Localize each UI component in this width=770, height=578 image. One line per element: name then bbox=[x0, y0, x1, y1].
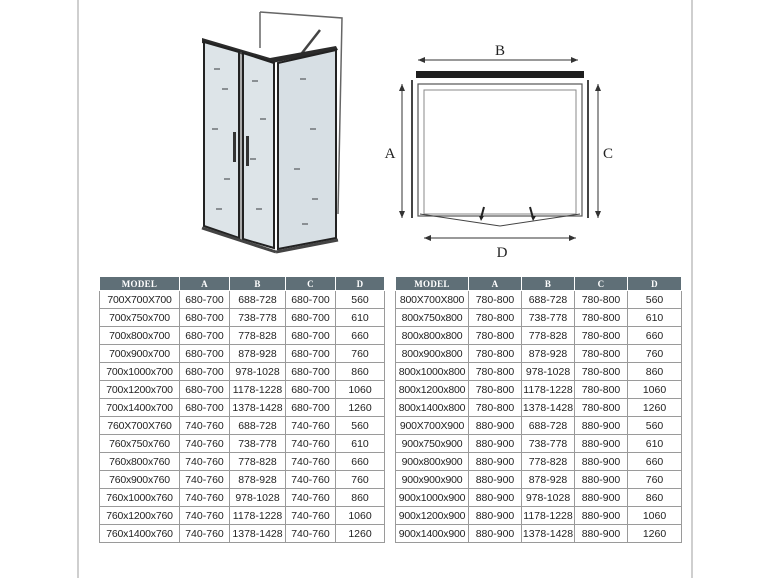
cell-d: 1260 bbox=[336, 525, 385, 543]
table-row bbox=[100, 345, 385, 363]
cell-d: 560 bbox=[336, 417, 385, 435]
cell-model: 800x1200x800 bbox=[396, 381, 469, 399]
cell-model: 700x1400x700 bbox=[100, 399, 180, 417]
table-header-row bbox=[396, 277, 682, 291]
label-c: C bbox=[602, 146, 614, 162]
cell-b: 778-828 bbox=[522, 327, 575, 345]
cell-a: 880-900 bbox=[469, 435, 522, 453]
cell-c: 680-700 bbox=[286, 327, 336, 345]
cell-a: 780-800 bbox=[469, 291, 522, 309]
cell-d: 610 bbox=[336, 309, 385, 327]
cell-b: 878-928 bbox=[522, 345, 575, 363]
cell-b: 688-728 bbox=[522, 291, 575, 309]
table-row bbox=[100, 327, 385, 345]
cell-b: 1178-1228 bbox=[522, 381, 575, 399]
cell-model: 700x750x700 bbox=[100, 309, 180, 327]
cell-a: 740-760 bbox=[180, 435, 230, 453]
cell-d: 1260 bbox=[628, 525, 682, 543]
cell-a: 680-700 bbox=[180, 381, 230, 399]
cell-d: 560 bbox=[628, 291, 682, 309]
cell-b: 738-778 bbox=[230, 309, 286, 327]
label-b: B bbox=[494, 43, 506, 59]
table-row bbox=[396, 381, 682, 399]
cell-a: 680-700 bbox=[180, 327, 230, 345]
cell-model: 700X700X700 bbox=[100, 291, 180, 309]
shower-enclosure-illustration bbox=[190, 8, 350, 258]
cell-c: 740-760 bbox=[286, 489, 336, 507]
table-row bbox=[100, 489, 385, 507]
cell-b: 738-778 bbox=[230, 435, 286, 453]
cell-d: 1260 bbox=[628, 399, 682, 417]
cell-model: 800x1400x800 bbox=[396, 399, 469, 417]
cell-d: 860 bbox=[336, 363, 385, 381]
cell-b: 1378-1428 bbox=[522, 525, 575, 543]
header-model: MODEL bbox=[396, 277, 469, 291]
header-model: MODEL bbox=[100, 277, 180, 291]
cell-c: 780-800 bbox=[575, 363, 628, 381]
cell-c: 680-700 bbox=[286, 399, 336, 417]
cell-model: 800X700X800 bbox=[396, 291, 469, 309]
cell-c: 780-800 bbox=[575, 381, 628, 399]
cell-a: 740-760 bbox=[180, 417, 230, 435]
cell-b: 1378-1428 bbox=[230, 525, 286, 543]
cell-c: 680-700 bbox=[286, 381, 336, 399]
cell-a: 880-900 bbox=[469, 525, 522, 543]
cell-a: 880-900 bbox=[469, 417, 522, 435]
cell-model: 800x1000x800 bbox=[396, 363, 469, 381]
header-d: D bbox=[628, 277, 682, 291]
table-row bbox=[396, 309, 682, 327]
label-d: D bbox=[496, 245, 508, 261]
cell-b: 688-728 bbox=[522, 417, 575, 435]
cell-c: 740-760 bbox=[286, 435, 336, 453]
cell-d: 660 bbox=[336, 453, 385, 471]
cell-a: 780-800 bbox=[469, 399, 522, 417]
table-row bbox=[396, 345, 682, 363]
cell-c: 780-800 bbox=[575, 345, 628, 363]
cell-d: 660 bbox=[336, 327, 385, 345]
cell-b: 978-1028 bbox=[522, 363, 575, 381]
frame-border-left bbox=[77, 0, 79, 578]
cell-a: 740-760 bbox=[180, 471, 230, 489]
cell-model: 760x800x760 bbox=[100, 453, 180, 471]
cell-c: 740-760 bbox=[286, 471, 336, 489]
table-row bbox=[100, 453, 385, 471]
cell-a: 740-760 bbox=[180, 489, 230, 507]
table-row bbox=[396, 435, 682, 453]
header-a: A bbox=[469, 277, 522, 291]
frame-border-right bbox=[691, 0, 693, 578]
cell-d: 610 bbox=[628, 435, 682, 453]
cell-model: 700x800x700 bbox=[100, 327, 180, 345]
cell-a: 680-700 bbox=[180, 345, 230, 363]
cell-model: 800x750x800 bbox=[396, 309, 469, 327]
cell-b: 978-1028 bbox=[230, 489, 286, 507]
cell-a: 740-760 bbox=[180, 453, 230, 471]
cell-d: 1060 bbox=[628, 507, 682, 525]
cell-d: 760 bbox=[336, 471, 385, 489]
table-row bbox=[100, 435, 385, 453]
cell-c: 880-900 bbox=[575, 453, 628, 471]
header-b: B bbox=[230, 277, 286, 291]
cell-d: 660 bbox=[628, 327, 682, 345]
cell-b: 688-728 bbox=[230, 291, 286, 309]
size-table-left bbox=[99, 276, 385, 543]
cell-model: 760x1400x760 bbox=[100, 525, 180, 543]
cell-model: 760x900x760 bbox=[100, 471, 180, 489]
cell-c: 880-900 bbox=[575, 525, 628, 543]
cell-model: 900x900x900 bbox=[396, 471, 469, 489]
cell-a: 780-800 bbox=[469, 345, 522, 363]
cell-d: 660 bbox=[628, 453, 682, 471]
cell-model: 900x1400x900 bbox=[396, 525, 469, 543]
table-row bbox=[396, 327, 682, 345]
cell-c: 780-800 bbox=[575, 309, 628, 327]
cell-model: 900x1000x900 bbox=[396, 489, 469, 507]
cell-model: 900X700X900 bbox=[396, 417, 469, 435]
cell-b: 1178-1228 bbox=[230, 507, 286, 525]
cell-a: 880-900 bbox=[469, 489, 522, 507]
cell-model: 900x750x900 bbox=[396, 435, 469, 453]
cell-d: 1060 bbox=[336, 507, 385, 525]
table-row bbox=[100, 399, 385, 417]
cell-b: 778-828 bbox=[230, 327, 286, 345]
cell-c: 740-760 bbox=[286, 453, 336, 471]
table-row bbox=[396, 507, 682, 525]
cell-d: 610 bbox=[628, 309, 682, 327]
cell-c: 740-760 bbox=[286, 507, 336, 525]
table-row bbox=[100, 363, 385, 381]
cell-b: 738-778 bbox=[522, 309, 575, 327]
header-a: A bbox=[180, 277, 230, 291]
cell-a: 880-900 bbox=[469, 453, 522, 471]
cell-c: 780-800 bbox=[575, 399, 628, 417]
table-header-row bbox=[100, 277, 385, 291]
cell-model: 760x1000x760 bbox=[100, 489, 180, 507]
header-b: B bbox=[522, 277, 575, 291]
size-table-right bbox=[395, 276, 682, 543]
cell-d: 760 bbox=[628, 345, 682, 363]
header-d: D bbox=[336, 277, 385, 291]
cell-d: 860 bbox=[628, 489, 682, 507]
cell-c: 680-700 bbox=[286, 345, 336, 363]
cell-a: 780-800 bbox=[469, 309, 522, 327]
table-row bbox=[100, 507, 385, 525]
cell-c: 680-700 bbox=[286, 291, 336, 309]
cell-model: 800x800x800 bbox=[396, 327, 469, 345]
cell-a: 680-700 bbox=[180, 291, 230, 309]
cell-model: 700x900x700 bbox=[100, 345, 180, 363]
cell-b: 978-1028 bbox=[230, 363, 286, 381]
cell-d: 1060 bbox=[336, 381, 385, 399]
cell-a: 780-800 bbox=[469, 327, 522, 345]
cell-d: 760 bbox=[628, 471, 682, 489]
header-c: C bbox=[286, 277, 336, 291]
table-row bbox=[100, 525, 385, 543]
cell-a: 780-800 bbox=[469, 381, 522, 399]
cell-model: 760x750x760 bbox=[100, 435, 180, 453]
cell-model: 760x1200x760 bbox=[100, 507, 180, 525]
cell-d: 560 bbox=[336, 291, 385, 309]
cell-d: 560 bbox=[628, 417, 682, 435]
cell-b: 1378-1428 bbox=[522, 399, 575, 417]
cell-c: 880-900 bbox=[575, 435, 628, 453]
cell-a: 880-900 bbox=[469, 471, 522, 489]
table-row bbox=[396, 525, 682, 543]
cell-c: 780-800 bbox=[575, 291, 628, 309]
cell-c: 780-800 bbox=[575, 327, 628, 345]
header-c: C bbox=[575, 277, 628, 291]
cell-c: 740-760 bbox=[286, 417, 336, 435]
table-row bbox=[396, 417, 682, 435]
cell-c: 740-760 bbox=[286, 525, 336, 543]
cell-d: 1260 bbox=[336, 399, 385, 417]
cell-b: 1178-1228 bbox=[230, 381, 286, 399]
cell-model: 900x1200x900 bbox=[396, 507, 469, 525]
cell-b: 878-928 bbox=[522, 471, 575, 489]
table-row bbox=[396, 489, 682, 507]
cell-b: 978-1028 bbox=[522, 489, 575, 507]
cell-c: 680-700 bbox=[286, 309, 336, 327]
cell-b: 1378-1428 bbox=[230, 399, 286, 417]
table-body bbox=[396, 291, 682, 543]
table-row bbox=[396, 399, 682, 417]
cell-a: 740-760 bbox=[180, 525, 230, 543]
cell-model: 760X700X760 bbox=[100, 417, 180, 435]
table-row bbox=[100, 309, 385, 327]
table-row bbox=[396, 291, 682, 309]
cell-c: 880-900 bbox=[575, 489, 628, 507]
cell-d: 1060 bbox=[628, 381, 682, 399]
table-row bbox=[396, 363, 682, 381]
cell-b: 738-778 bbox=[522, 435, 575, 453]
table-row bbox=[100, 417, 385, 435]
cell-a: 680-700 bbox=[180, 399, 230, 417]
cell-d: 760 bbox=[336, 345, 385, 363]
cell-a: 680-700 bbox=[180, 363, 230, 381]
table-row bbox=[100, 381, 385, 399]
cell-c: 880-900 bbox=[575, 507, 628, 525]
cell-model: 700x1000x700 bbox=[100, 363, 180, 381]
cell-a: 880-900 bbox=[469, 507, 522, 525]
table-row bbox=[100, 291, 385, 309]
cell-model: 800x900x800 bbox=[396, 345, 469, 363]
cell-b: 688-728 bbox=[230, 417, 286, 435]
table-row bbox=[396, 453, 682, 471]
cell-b: 878-928 bbox=[230, 471, 286, 489]
cell-a: 780-800 bbox=[469, 363, 522, 381]
dimension-diagram bbox=[378, 40, 618, 270]
cell-b: 778-828 bbox=[522, 453, 575, 471]
cell-b: 878-928 bbox=[230, 345, 286, 363]
table-row bbox=[100, 471, 385, 489]
label-a: A bbox=[384, 146, 396, 162]
cell-b: 1178-1228 bbox=[522, 507, 575, 525]
cell-a: 680-700 bbox=[180, 309, 230, 327]
cell-a: 740-760 bbox=[180, 507, 230, 525]
cell-d: 860 bbox=[628, 363, 682, 381]
table-row bbox=[396, 471, 682, 489]
cell-c: 680-700 bbox=[286, 363, 336, 381]
cell-model: 700x1200x700 bbox=[100, 381, 180, 399]
table-body bbox=[100, 291, 385, 543]
cell-b: 778-828 bbox=[230, 453, 286, 471]
cell-c: 880-900 bbox=[575, 471, 628, 489]
cell-d: 860 bbox=[336, 489, 385, 507]
cell-d: 610 bbox=[336, 435, 385, 453]
cell-c: 880-900 bbox=[575, 417, 628, 435]
cell-model: 900x800x900 bbox=[396, 453, 469, 471]
